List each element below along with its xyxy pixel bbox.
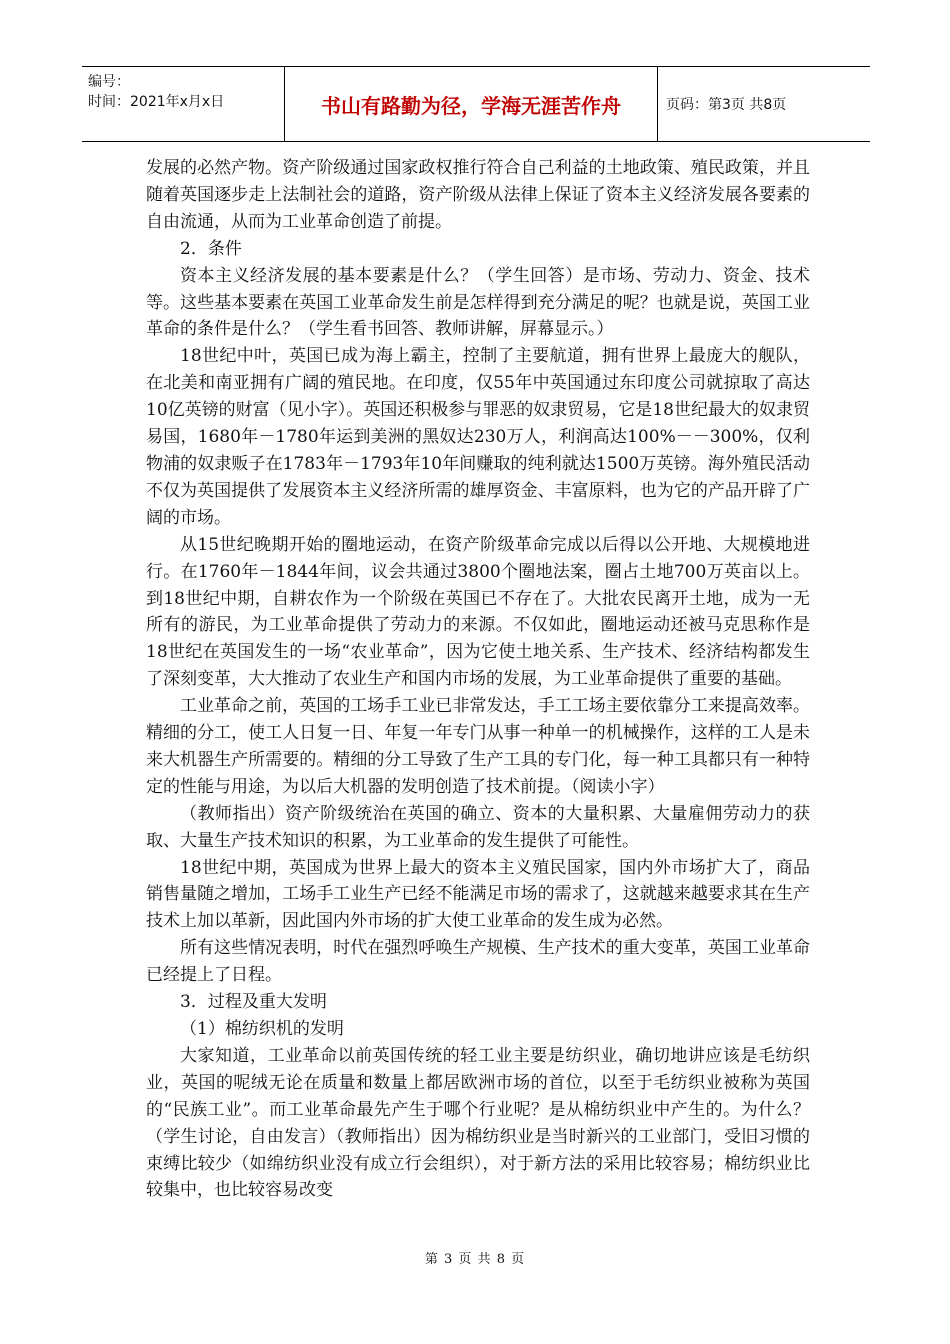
paragraph: 所有这些情况表明，时代在强烈呼唤生产规模、生产技术的重大变革，英国工业革命已经提上了日程。 xyxy=(146,938,810,986)
paragraph: 发展的必然产物。资产阶级通过国家政权推行符合自己利益的土地政策、殖民政策，并且随着英国逐步走上法制社会的道路，资产阶级从法律上保证了资本主义经济发展各要素的自由流通，从而为工业革命创造了前提。 xyxy=(146,158,810,232)
paragraph: 18世纪中叶，英国已成为海上霸主，控制了主要航道，拥有世界上最庞大的舰队，在北美和南亚拥有广阔的殖民地。在印度，仅55年中英国通过东印度公司就掠取了高达10亿英镑的财富（见小字）。英国还积极参与罪恶的奴隶贸易，它是18世纪最大的奴隶贸易国，1680年－1780年运到美洲的黑奴达230万人，利润高达100%－－300%，仅利物浦的奴隶贩子在1783年－1793年10年间赚取的纯利就达1500万英镑。海外殖民活动不仅为英国提供了发展资本主义经济所需的雄厚资金、丰富原料，也为它的产品开辟了广阔的市场。 xyxy=(146,346,810,528)
page-footer: 第 3 页 共 8 页 xyxy=(424,1252,526,1267)
page-header xyxy=(82,66,870,142)
paragraph: 资本主义经济发展的基本要素是什么？（学生回答）是市场、劳动力、资金、技术等。这些基本要素在英国工业革命发生前是怎样得到充分满足的呢？也就是说，英国工业革命的条件是什么？（学生看书回答、教师讲解，屏幕显示。） xyxy=(146,265,810,340)
time-label: 时间：2021年x月x日 xyxy=(88,94,225,110)
paragraph: 18世纪中期，英国成为世界上最大的资本主义殖民国家，国内外市场扩大了，商品销售量随之增加，工场手工业生产已经不能满足市场的需求了，这就越来越要求其在生产技术上加以革新，因此国内外市场的扩大使工业革命的发生成为必然。 xyxy=(146,857,810,932)
subsection-heading: （1）棉纺织机的发明 xyxy=(180,1019,344,1039)
paragraph: （教师指出）资产阶级统治在英国的确立、资本的大量积累、大量雇佣劳动力的获取、大量生产技术知识的积累，为工业革命的发生提供了可能性。 xyxy=(146,803,810,851)
header-page-info: 页码：第3页 共8页 xyxy=(666,97,787,113)
section-heading: 3．过程及重大发明 xyxy=(180,992,327,1013)
document-body xyxy=(146,155,810,1204)
doc-number-label: 编号： xyxy=(88,74,130,90)
paragraph: 大家知道，工业革命以前英国传统的轻工业主要是纺织业，确切地讲应该是毛纺织业，英国的呢绒无论在质量和数量上都居欧洲市场的首位，以至于毛纺织业被称为英国的“民族工业”。而工业革命最先产生于哪个行业呢？是从棉纺织业中产生的。为什么？（学生讨论，自由发言）（教师指出）因为棉纺织业是当时新兴的工业部门，受旧习惯的束缚比较少（如绵纺织业没有成立行会组织），对于新方法的采用比较容易；棉纺织业比较集中，也比较容易改变 xyxy=(146,1045,810,1201)
header-motto: 书山有路勤为径，学海无涯苦作舟 xyxy=(285,67,658,141)
header-meta xyxy=(82,67,285,141)
paragraph: 从15世纪晚期开始的圈地运动，在资产阶级革命完成以后得以公开地、大规模地进行。在1760年－1844年间，议会共通过3800个圈地法案，圈占土地700万英亩以上。到18世纪中期，自耕农作为一个阶级在英国已不存在了。大批农民离开土地，成为一无所有的游民，为工业革命提供了劳动力的来源。不仅如此，圈地运动还被马克思称作是18世纪在英国发生的一场“农业革命”，因为它使土地关系、生产技术、经济结构都发生了深刻变革，大大推动了农业生产和国内市场的发展，为工业革命提供了重要的基础。 xyxy=(146,534,810,690)
section-heading: 2．条件 xyxy=(180,238,242,259)
paragraph: 工业革命之前，英国的工场手工业已非常发达，手工工场主要依靠分工来提高效率。精细的分工，使工人日复一日、年复一年专门从事一种单一的机械操作，这样的工人是未来大机器生产所需要的。精细的分工导致了生产工具的专门化，每一种工具都只有一种特定的性能与用途，为以后大机器的发明创造了技术前提。（阅读小字） xyxy=(146,696,810,797)
